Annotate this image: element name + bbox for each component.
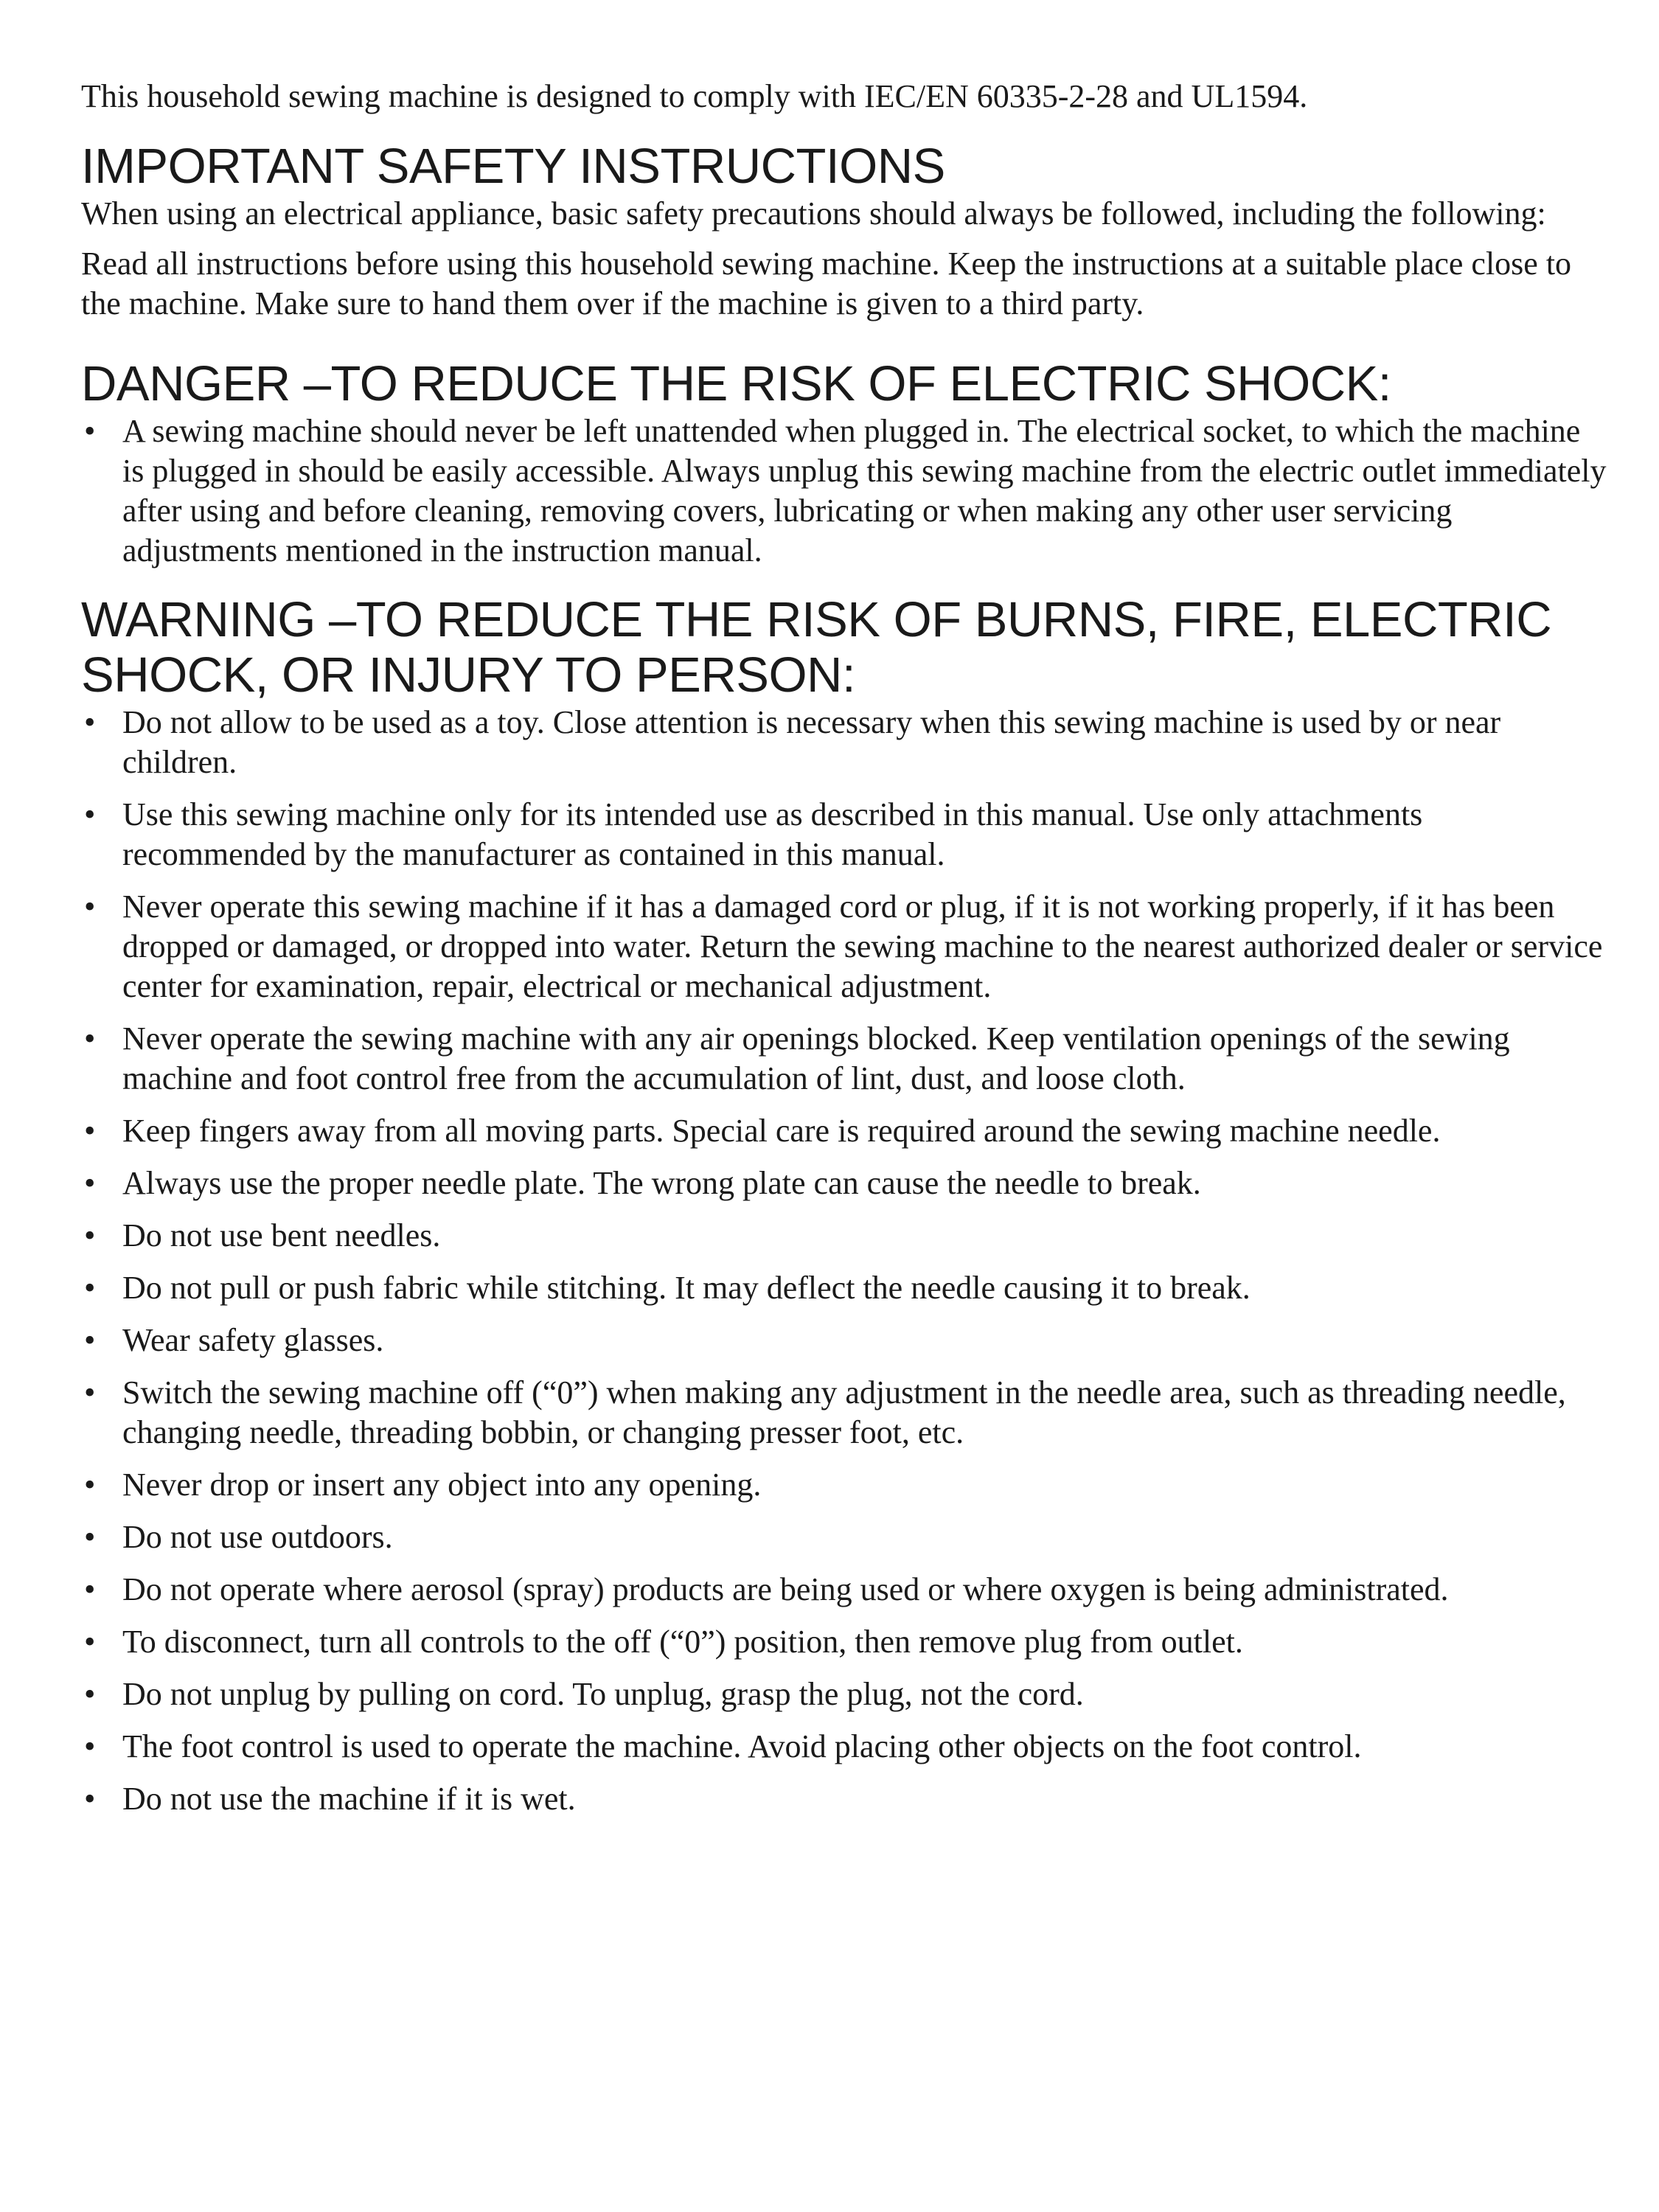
bullet-icon: •	[84, 1270, 96, 1306]
list-item: • Use this sewing machine only for its intended use as described in this manual. Use only attachments recommended by the manufacturer as contained in this manual.	[84, 796, 1423, 872]
list-item: • The foot control is used to operate the machine. Avoid placing other objects on the foot control.	[81, 1727, 1607, 1767]
list-item: • Wear safety glasses.	[81, 1321, 1607, 1360]
list-item: • Always use the proper needle plate. The wrong plate can cause the needle to break.	[81, 1164, 1607, 1203]
bullet-icon: •	[84, 1676, 96, 1712]
bullet-icon: •	[84, 1165, 96, 1201]
document-page	[81, 77, 1607, 1832]
bullet-icon: •	[84, 1728, 96, 1764]
safety-intro-paragraph: When using an electrical appliance, basic safety precautions should always be followed, including the following:	[81, 195, 1546, 232]
list-item: • Do not pull or push fabric while stitching. It may deflect the needle causing it to break.	[81, 1268, 1607, 1308]
warning-list	[81, 703, 1607, 1819]
bullet-icon: •	[84, 1020, 96, 1057]
bullet-icon: •	[84, 413, 96, 449]
list-item: • To disconnect, turn all controls to the off (“0”) position, then remove plug from outlet.	[81, 1622, 1607, 1662]
list-item: • Switch the sewing machine off (“0”) when making any adjustment in the needle area, such as threading needle, changing needle, threading bobbin, or changing presser foot, etc.	[84, 1374, 1566, 1450]
heading-warning: WARNING –TO REDUCE THE RISK OF BURNS, FIRE, ELECTRIC SHOCK, OR INJURY TO PERSON:	[81, 592, 1552, 703]
list-item: • Do not use outdoors.	[81, 1517, 1607, 1557]
bullet-icon: •	[84, 1374, 96, 1411]
bullet-icon: •	[84, 1571, 96, 1607]
list-item: • A sewing machine should never be left unattended when plugged in. The electrical socket, to which the machine is plugged in should be easily accessible. Always unplug this sewing machine from the electric outlet immediately after using and before cleaning, removing covers, lubricating or when making any other user servicing adjustments mentioned in the instruction manual.	[84, 413, 1607, 568]
list-item: • Do not allow to be used as a toy. Close attention is necessary when this sewing machine is used by or near children.	[84, 704, 1501, 780]
heading-danger: DANGER –TO REDUCE THE RISK OF ELECTRIC SHOCK:	[81, 356, 1391, 411]
heading-important-safety-instructions: IMPORTANT SAFETY INSTRUCTIONS	[81, 139, 945, 194]
list-item: • Never operate this sewing machine if it has a damaged cord or plug, if it is not working properly, if it has been dropped or damaged, or dropped into water. Return the sewing machine to the nearest authorized dealer or service center for examination, repair, electrical or mechanical adjustment.	[84, 888, 1603, 1004]
bullet-icon: •	[84, 1467, 96, 1503]
compliance-statement: This household sewing machine is designed to comply with IEC/EN 60335-2-28 and UL1594.	[81, 78, 1308, 114]
list-item: • Do not operate where aerosol (spray) products are being used or where oxygen is being administrated.	[81, 1570, 1607, 1610]
list-item: • Never operate the sewing machine with any air openings blocked. Keep ventilation openings of the sewing machine and foot control free from the accumulation of lint, dust, and loose cloth.	[84, 1020, 1510, 1096]
bullet-icon: •	[84, 888, 96, 925]
bullet-icon: •	[84, 1781, 96, 1817]
bullet-icon: •	[84, 1217, 96, 1253]
list-item: • Do not unplug by pulling on cord. To unplug, grasp the plug, not the cord.	[81, 1674, 1607, 1714]
bullet-icon: •	[84, 796, 96, 832]
list-item: • Never drop or insert any object into any opening.	[81, 1465, 1607, 1505]
read-instructions-paragraph: Read all instructions before using this household sewing machine. Keep the instructions at a suitable place close to the machine. Make sure to hand them over if the machine is given to a third party.	[81, 246, 1572, 321]
danger-list	[81, 411, 1607, 571]
list-item: • Keep fingers away from all moving parts. Special care is required around the sewing machine needle.	[81, 1111, 1607, 1151]
list-item: • Do not use bent needles.	[81, 1216, 1607, 1256]
list-item: • Do not use the machine if it is wet.	[81, 1779, 1607, 1819]
bullet-icon: •	[84, 1519, 96, 1555]
bullet-icon: •	[84, 704, 96, 740]
bullet-icon: •	[84, 1113, 96, 1149]
bullet-icon: •	[84, 1624, 96, 1660]
bullet-icon: •	[84, 1322, 96, 1358]
